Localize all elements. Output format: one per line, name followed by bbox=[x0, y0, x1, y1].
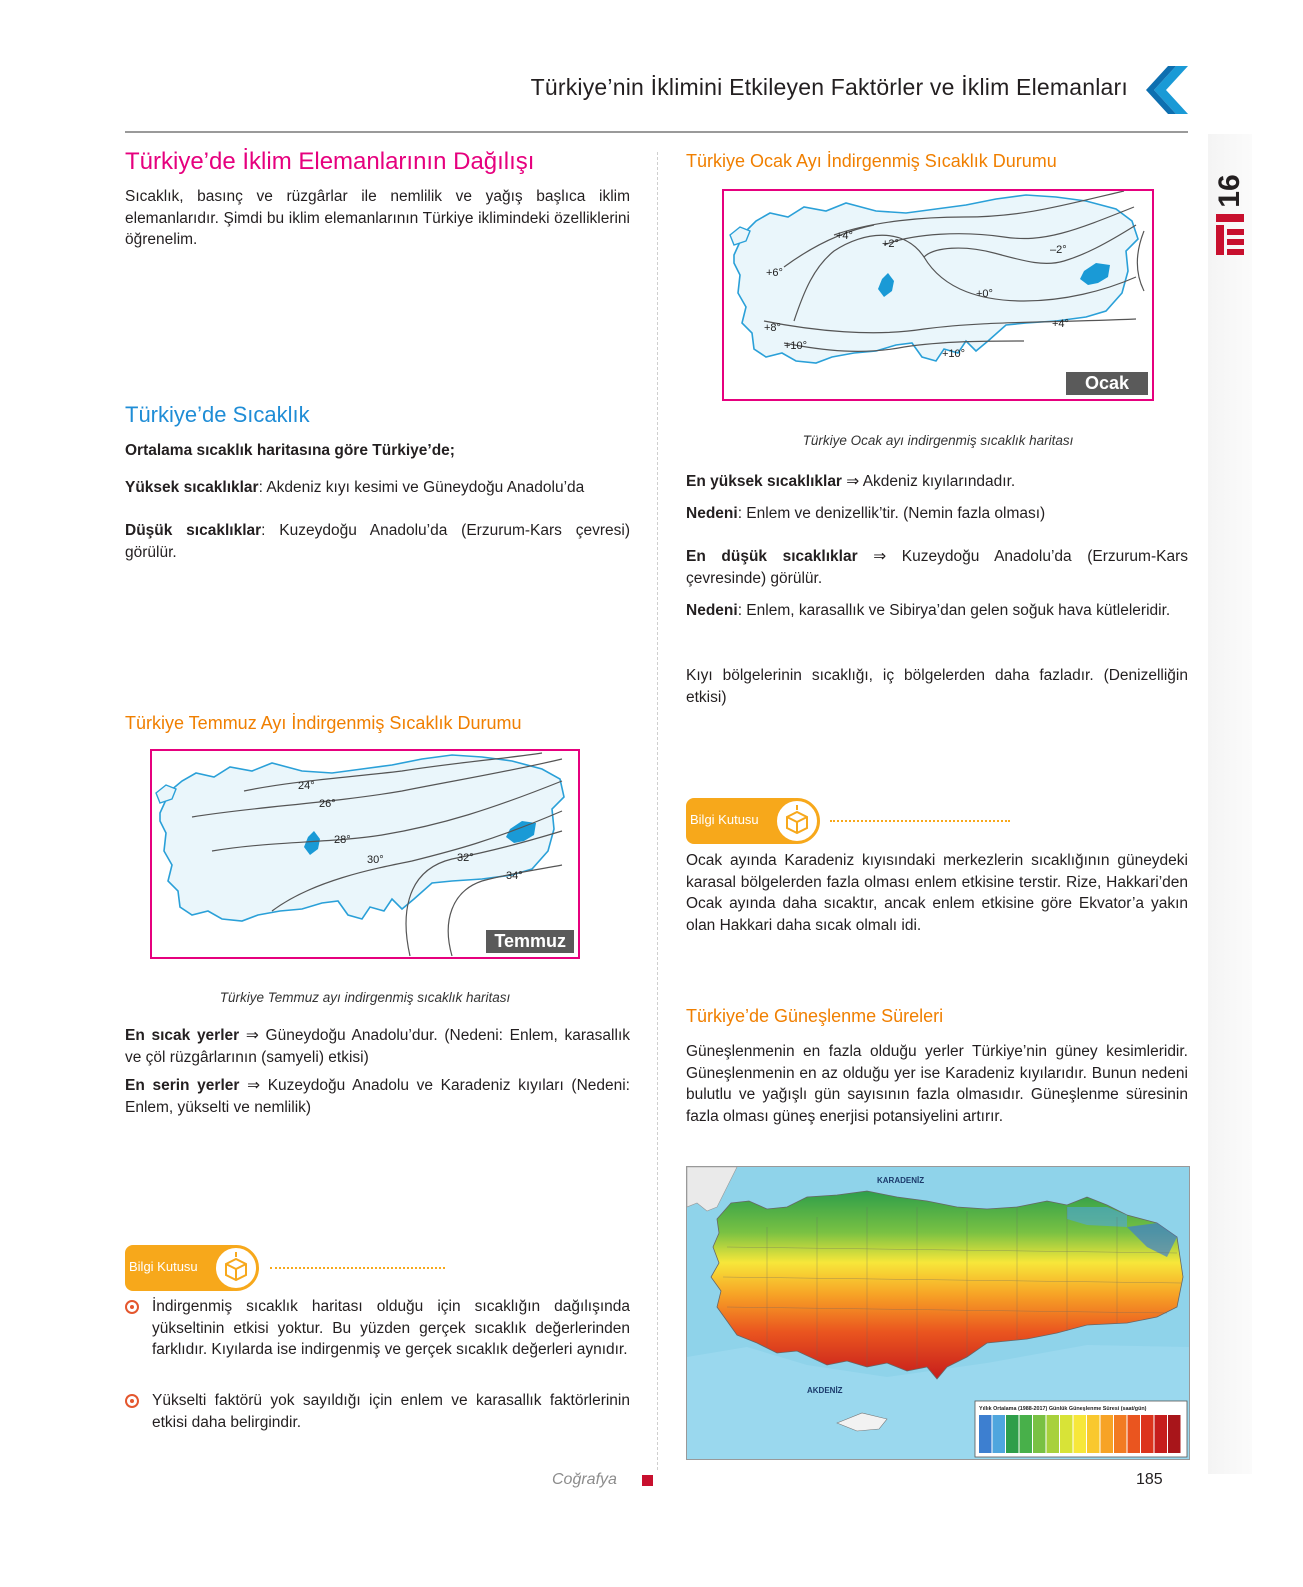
legend-swatch bbox=[1074, 1415, 1087, 1453]
isotherm-label: 34° bbox=[506, 870, 523, 882]
legend-swatch bbox=[1128, 1415, 1141, 1453]
isotherm-label: +4° bbox=[1052, 318, 1069, 330]
fasikul-logo-icon bbox=[1214, 212, 1246, 258]
temmuz-title: Türkiye Temmuz Ayı İndirgenmiş Sıcaklık Durumu bbox=[125, 713, 522, 733]
nedeni-1-text: Nedeni: Enlem ve denizellik’tir. (Nemin fazla olması) bbox=[686, 505, 1046, 522]
legend-swatch bbox=[1020, 1415, 1033, 1453]
bullet-item: Yükselti faktörü yok sayıldığı için enlem ve karasallık faktörlerinin etkisi daha belirgindir. bbox=[125, 1390, 630, 1433]
header-divider bbox=[125, 131, 1188, 133]
isotherm-label: +10° bbox=[942, 348, 966, 360]
legend-swatch bbox=[1047, 1415, 1060, 1453]
legend-swatch bbox=[1141, 1415, 1154, 1453]
yuksek-sicaklik-text: Yüksek sıcaklıklar: Akdeniz kıyı kesimi ve Güneydoğu Anadolu’da bbox=[125, 479, 585, 496]
bilgi-kutusu-text: Ocak ayında Karadeniz kıyısındaki merkezlerin sıcaklığının güneydeki karasal bölgelerden fazla olması enlem etkisine terstir. Rize, Hakkari’den Ocak ayında daha sıcaktır, ancak enlem etkisine göre Ekvator’a yakın olan Hakkari daha sıcak olmalı idi. bbox=[686, 852, 1188, 934]
en-yuksek-sicakliklar-text: En yüksek sıcaklıklar ⇒ Akdeniz kıyılarındadır. bbox=[686, 473, 1016, 490]
dotted-rule bbox=[270, 1267, 445, 1269]
temmuz-map bbox=[150, 749, 580, 959]
ortalama-text: Ortalama sıcaklık haritasına göre Türkiye’de; bbox=[125, 442, 455, 459]
legend-title: Yıllık Ortalama (1988-2017) Günlük Güneşlenme Süresi (saat/gün) bbox=[979, 1406, 1147, 1412]
en-dusuk-sicakliklar-text: En düşük sıcaklıklar ⇒ Kuzeydoğu Anadolu’da (Erzurum-Kars çevresinde) görülür. bbox=[686, 548, 1188, 587]
ocak-map-svg bbox=[724, 191, 1152, 399]
isotherm-label: 32° bbox=[457, 852, 474, 864]
bullet-icon bbox=[125, 1394, 139, 1408]
isotherm-label: –2° bbox=[1050, 244, 1067, 256]
gunes-map bbox=[686, 1166, 1190, 1460]
fasikul-number: 16 bbox=[1213, 174, 1246, 208]
isotherm-label: 26° bbox=[319, 798, 336, 810]
isotherm-label: +0° bbox=[976, 288, 993, 300]
gunes-paragraph: Güneşlenmenin en fazla olduğu yerler Türkiye’nin güney kesimleridir. Güneşlenmenin en az olduğu yer ise Karadeniz kıyılarıdır. Bunun nedeni bulutlu ve yağışlı gün sayısının fazla olmasıdır. Güneşlenme süresinin fazla olması güneş enerjisi potansiyelini artırır. bbox=[686, 1043, 1188, 1125]
temmuz-map-svg bbox=[152, 751, 578, 957]
legend-swatch bbox=[1087, 1415, 1100, 1453]
karadeniz-label: KARADENİZ bbox=[877, 1176, 925, 1185]
bilgi-kutusu-label: Bilgi Kutusu bbox=[129, 1259, 198, 1274]
bullet-icon bbox=[125, 1300, 139, 1314]
gunes-map-svg bbox=[687, 1167, 1189, 1459]
column-divider bbox=[657, 152, 658, 1470]
isotherm-label: +6° bbox=[766, 267, 783, 279]
page-number: 185 bbox=[1136, 1471, 1163, 1488]
legend-swatch bbox=[1060, 1415, 1073, 1453]
isotherm-label: 28° bbox=[334, 834, 351, 846]
isotherm-label: +2° bbox=[882, 238, 899, 250]
dusuk-sicaklik-text: Düşük sıcaklıklar: Kuzeydoğu Anadolu’da (Erzurum-Kars çevresi) görülür. bbox=[125, 522, 630, 561]
isotherm-label: 30° bbox=[367, 854, 384, 866]
ocak-caption: Türkiye Ocak ayı indirgenmiş sıcaklık haritası bbox=[802, 433, 1074, 448]
sicaklik-title: Türkiye’de Sıcaklık bbox=[125, 402, 310, 427]
isotherm-label: +8° bbox=[764, 322, 781, 334]
bilgi-kutusu-badge bbox=[686, 798, 826, 844]
chevron-left-icon bbox=[1142, 64, 1194, 116]
dotted-rule bbox=[830, 820, 1010, 822]
temmuz-map-label: Temmuz bbox=[486, 930, 574, 953]
bilgi-kutusu-badge bbox=[125, 1245, 265, 1291]
bullet-item: İndirgenmiş sıcaklık haritası olduğu için sıcaklığın dağılışında yükseltinin etkisi yoktur. Bu yüzden gerçek sıcaklık değerlerinden farklıdır. Kıyılarda ise indirgenmiş ve gerçek sıcaklık değerleri aynıdır. bbox=[125, 1296, 630, 1361]
kiyi-bolgeleri-text: Kıyı bölgelerinin sıcaklığı, iç bölgelerden daha fazladır. (Denizelliğin etkisi) bbox=[686, 667, 1188, 706]
ocak-title: Türkiye Ocak Ayı İndirgenmiş Sıcaklık Durumu bbox=[686, 151, 1057, 171]
akdeniz-label: AKDENİZ bbox=[807, 1386, 843, 1395]
side-strip bbox=[1208, 134, 1252, 1474]
isotherm-label: +10° bbox=[784, 340, 808, 352]
legend-swatch bbox=[1033, 1415, 1046, 1453]
box-icon bbox=[213, 1245, 259, 1291]
temmuz-caption: Türkiye Temmuz ayı indirgenmiş sıcaklık haritası bbox=[219, 990, 511, 1005]
en-sicak-yerler-text: En sıcak yerler ⇒ Güneydoğu Anadolu’dur. (Nedeni: Enlem, karasallık ve çöl rüzgârlarının (samyeli) etkisi) bbox=[125, 1027, 630, 1066]
legend-swatch bbox=[1114, 1415, 1127, 1453]
legend-swatches bbox=[979, 1415, 1181, 1453]
gunes-title: Türkiye’de Güneşlenme Süreleri bbox=[686, 1006, 944, 1026]
ocak-map-label: Ocak bbox=[1066, 372, 1148, 395]
fasikul-badge bbox=[1208, 148, 1252, 258]
ocak-map bbox=[722, 189, 1154, 401]
running-header-title: Türkiye’nin İklimini Etkileyen Faktörler ve İklim Elemanları bbox=[530, 74, 1128, 100]
legend-swatch bbox=[1101, 1415, 1114, 1453]
intro-paragraph: Sıcaklık, basınç ve rüzgârlar ile nemlilik ve yağış başlıca iklim elemanlarıdır. Şimdi bu iklim elemanlarının Türkiye iklimindeki özelliklerini öğrenelim. bbox=[125, 188, 630, 248]
isotherm-label: 24° bbox=[298, 780, 315, 792]
box-icon bbox=[774, 798, 820, 844]
legend-swatch bbox=[1155, 1415, 1168, 1453]
section-title: Türkiye’de İklim Elemanlarının Dağılışı bbox=[125, 148, 535, 175]
footer-subject: Coğrafya bbox=[552, 1471, 617, 1488]
footer-square-icon bbox=[642, 1475, 653, 1486]
legend-swatch bbox=[979, 1415, 992, 1453]
nedeni-2-text: Nedeni: Enlem, karasallık ve Sibirya’dan gelen soğuk hava kütleleridir. bbox=[686, 602, 1171, 619]
legend-swatch bbox=[993, 1415, 1006, 1453]
legend-swatch bbox=[1168, 1415, 1181, 1453]
legend-swatch bbox=[1006, 1415, 1019, 1453]
bilgi-kutusu-label: Bilgi Kutusu bbox=[690, 812, 759, 827]
isotherm-label: +4° bbox=[836, 230, 853, 242]
en-serin-yerler-text: En serin yerler ⇒ Kuzeydoğu Anadolu ve Karadeniz kıyıları (Nedeni: Enlem, yükselti ve nemlilik) bbox=[125, 1077, 630, 1116]
